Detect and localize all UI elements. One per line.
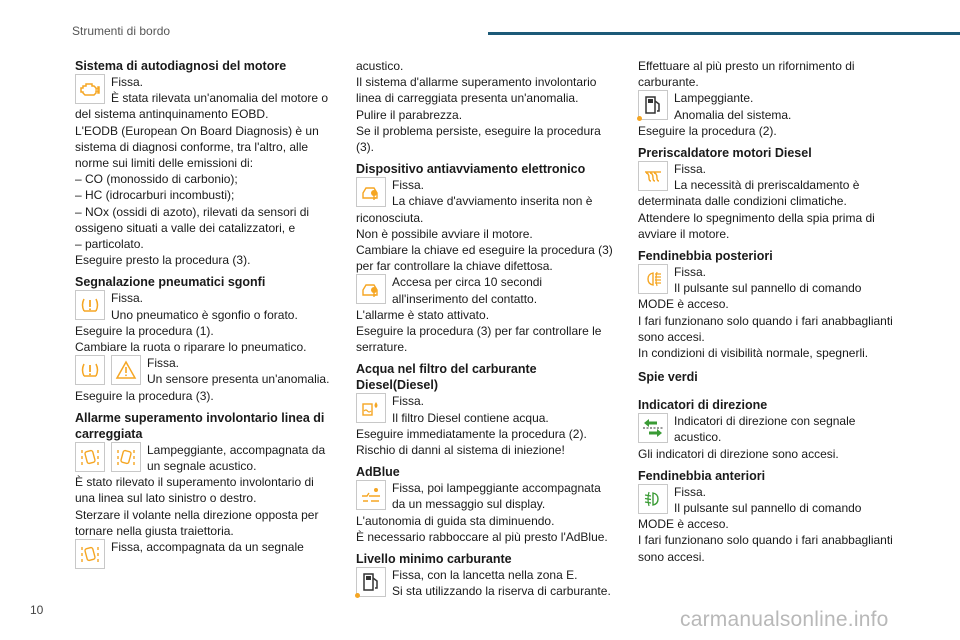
page-header-title: Strumenti di bordo (72, 24, 171, 38)
body-text: Pulire il parabrezza. (356, 107, 463, 122)
body-text: I fari funzionano solo quando i fari anabbaglianti (638, 313, 893, 328)
desc-text: Il pulsante sul pannello di comando (674, 281, 862, 296)
state-text: Fissa. (147, 356, 180, 371)
desc-text: Anomalia del sistema. (674, 107, 792, 122)
section-title: AdBlue (356, 465, 400, 480)
body-text: Cambiare la chiave ed eseguire la procedura (3) (356, 243, 613, 258)
section-title: Fendinebbia posteriori (638, 249, 773, 264)
desc-text: Si sta utilizzando la riserva di carburante. (392, 584, 611, 599)
body-text: riconosciuta. (356, 210, 424, 225)
desc-text: Accesa per circa 10 secondi (392, 275, 543, 290)
body-text: Sterzare il volante nella direzione opposta per (75, 507, 319, 522)
body-text: acustico. (356, 59, 404, 73)
body-text: Non è possibile avviare il motore. (356, 226, 533, 241)
front-fog-lamp-icon (638, 484, 668, 514)
list-item: – particolato. (75, 237, 144, 252)
desc-text: Un sensore presenta un'anomalia. (147, 372, 330, 387)
body-text: Eseguire immediatamente la procedura (2). (356, 426, 587, 441)
adblue-icon (356, 480, 386, 510)
body-text: È stato rilevato il superamento involontario di (75, 475, 314, 490)
section-title: Livello minimo carburante (356, 552, 512, 567)
state-text: Fissa. (674, 265, 707, 280)
watermark: carmanualsonline.info (680, 608, 889, 631)
page-number: 10 (30, 603, 44, 617)
engine-warning-icon (75, 74, 105, 104)
amber-dot-icon (637, 116, 642, 121)
warning-triangle-icon (111, 355, 141, 385)
lane-departure-icon (75, 539, 105, 569)
section-title: Dispositivo antiavviamento elettronico (356, 162, 586, 177)
desc-text: Fissa, accompagnata da un segnale (111, 540, 304, 555)
body-text: Gli indicatori di direzione sono accesi. (638, 446, 839, 461)
column-3 (638, 58, 901, 565)
body-text: L'EODB (European On Board Diagnosis) è un (75, 123, 319, 138)
body-text: del sistema antinquinamento EOBD. (75, 107, 269, 122)
section-title: Indicatori di direzione (638, 398, 768, 413)
body-text: determinata dalle condizioni climatiche. (638, 194, 847, 209)
body-text: sono accesi. (638, 549, 705, 564)
water-in-fuel-icon (356, 393, 386, 423)
desc-text: Fissa, con la lancetta nella zona E. (392, 568, 578, 583)
desc-text: da un messaggio sul display. (392, 497, 546, 512)
body-text: In condizioni di visibilità normale, spegnerli. (638, 346, 869, 361)
body-text: tornare nella giusta traiettoria. (75, 523, 234, 538)
body-text: (3). (356, 140, 374, 155)
body-text: Se il problema persiste, eseguire la procedura (356, 123, 601, 138)
desc-text: Il filtro Diesel contiene acqua. (392, 410, 549, 425)
body-text: Eseguire presto la procedura (3). (75, 253, 251, 268)
desc-text: acustico. (674, 430, 722, 445)
amber-dot-icon (355, 593, 360, 598)
body-text: avviare il motore. (638, 226, 730, 241)
body-text: Attendere lo spegnimento della spia prima di (638, 210, 875, 225)
section-title: Acqua nel filtro del carburante Diesel(Diesel) (356, 362, 537, 393)
list-item: – CO (monossido di carbonio); (75, 172, 238, 187)
green-lights-title: Spie verdi (638, 370, 698, 385)
column-1 (75, 58, 338, 569)
fuel-pump-icon (356, 567, 386, 597)
body-text: sistema di diagnosi conforme, tra l'altro, alle (75, 139, 309, 154)
lane-departure-icon (75, 442, 105, 472)
body-text: serrature. (356, 340, 408, 355)
desc-text: La chiave d'avviamento inserita non è (392, 194, 593, 209)
desc-text: La necessità di preriscaldamento è (674, 178, 860, 193)
body-text: una linea sul lato sinistro o destro. (75, 491, 257, 506)
body-text: È necessario rabboccare al più presto l'AdBlue. (356, 529, 608, 544)
desc-text: È stata rilevata un'anomalia del motore o (111, 91, 329, 106)
body-text: MODE è acceso. (638, 297, 729, 312)
header-rule (488, 32, 960, 35)
body-text: Eseguire la procedura (1). (75, 323, 214, 338)
desc-text: Lampeggiante, accompagnata da (147, 442, 326, 457)
body-text: per far controllare la chiave difettosa. (356, 259, 553, 274)
tyre-pressure-icon (75, 355, 105, 385)
body-text: norme sui limiti delle emissioni di: (75, 156, 254, 171)
body-text: Rischio di danni al sistema di iniezione! (356, 443, 565, 458)
column-2 (356, 58, 619, 599)
state-text: Fissa. (392, 178, 425, 193)
desc-text: all'inserimento del contatto. (392, 291, 538, 306)
desc-text: Fissa, poi lampeggiante accompagnata (392, 481, 601, 496)
section-title: Preriscaldatore motori Diesel (638, 146, 812, 161)
body-text: linea di carreggiata presenta un'anomalia. (356, 91, 579, 106)
body-text: Eseguire la procedura (3) per far controllare le (356, 324, 602, 339)
state-text: Fissa. (674, 162, 707, 177)
rear-fog-lamp-icon (638, 264, 668, 294)
list-item: – HC (idrocarburi incombusti); (75, 188, 235, 203)
state-text: Fissa. (111, 75, 144, 89)
lane-departure-icon (111, 442, 141, 472)
body-text: Cambiare la ruota o riparare lo pneumatico. (75, 340, 307, 355)
body-text: ossigeno situati a valle dei catalizzatori, e (75, 220, 296, 235)
glow-plug-icon (638, 161, 668, 191)
body-text: Il sistema d'allarme superamento involontario (356, 75, 597, 90)
fuel-pump-icon (638, 90, 668, 120)
immobiliser-key-icon (356, 177, 386, 207)
turn-indicators-icon (638, 413, 668, 443)
list-item: – NOx (ossidi di azoto), rilevati da sensori di (75, 204, 310, 219)
body-text: L'autonomia di guida sta diminuendo. (356, 513, 555, 528)
desc-text: Il pulsante sul pannello di comando (674, 501, 862, 516)
state-text: Fissa. (674, 484, 707, 499)
immobiliser-key-icon (356, 274, 386, 304)
section-title: Segnalazione pneumatici sgonfi (75, 275, 266, 290)
section-title: Sistema di autodiagnosi del motore (75, 59, 287, 73)
state-text: Fissa. (111, 291, 144, 306)
body-text: Eseguire la procedura (3). (75, 388, 214, 403)
body-text: L'allarme è stato attivato. (356, 307, 490, 322)
tyre-pressure-icon (75, 290, 105, 320)
state-text: Lampeggiante. (674, 91, 754, 106)
body-text: Effettuare al più presto un rifornimento di (638, 59, 855, 73)
state-text: Fissa. (392, 394, 425, 409)
body-text: sono accesi. (638, 329, 705, 344)
section-title: Fendinebbia anteriori (638, 468, 766, 483)
desc-text: Indicatori di direzione con segnale (674, 414, 856, 429)
body-text: I fari funzionano solo quando i fari anabbaglianti (638, 533, 893, 548)
body-text: Eseguire la procedura (2). (638, 123, 777, 138)
desc-text: un segnale acustico. (147, 459, 257, 474)
desc-text: Uno pneumatico è sgonfio o forato. (111, 307, 298, 322)
body-text: MODE è acceso. (638, 517, 729, 532)
body-text: carburante. (638, 75, 699, 90)
section-title: Allarme superamento involontario linea di carreggiata (75, 410, 325, 441)
